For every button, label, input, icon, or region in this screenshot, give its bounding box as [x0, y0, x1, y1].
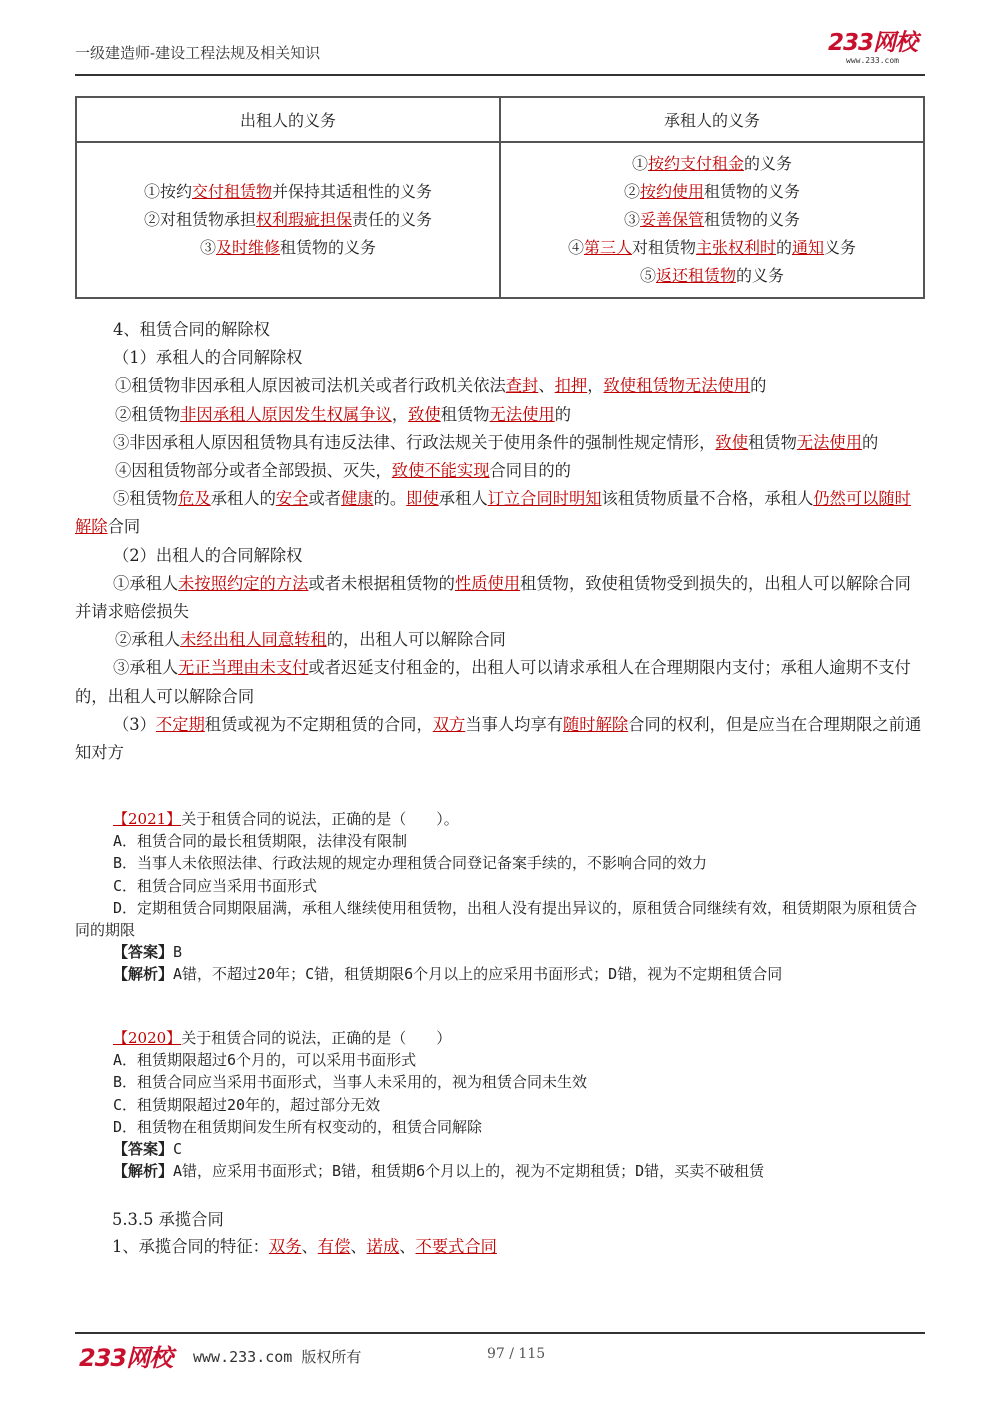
- lessee-duty-5: ⑤返还租赁物的义务: [639, 266, 785, 285]
- option-d: D．定期租赁合同期限届满，承租人继续使用租赁物，出租人没有提出异议的，原租赁合同继续有效，租赁期限为原租赁合同的期限: [75, 898, 918, 940]
- table-row: [76, 142, 924, 298]
- section-title: 5.3.5 承揽合同: [112, 1210, 224, 1229]
- option-b: B．当事人未依照法律、行政法规的规定办理租赁合同登记备案手续的，不影响合同的效力: [113, 854, 708, 873]
- option-d: D．租赁物在租赁期间发生所有权变动的，租赁合同解除: [113, 1117, 483, 1136]
- section-heading: 4、租赁合同的解除权: [113, 320, 270, 339]
- question-2020: [75, 1027, 925, 1182]
- year-tag: 【2020】: [113, 1029, 182, 1047]
- footer-logo: 233网校: [79, 1344, 173, 1372]
- table-header-row: [76, 97, 924, 142]
- option-b: B．租赁合同应当采用书面形式，当事人未采用的，视为租赁合同未生效: [113, 1073, 588, 1092]
- logo-url: www.233.com: [846, 56, 899, 65]
- page-footer: [75, 1332, 925, 1372]
- lessee-duties-cell: [500, 142, 924, 298]
- paragraph: ②租赁物非因承租人原因发生权属争议，致使租赁物无法使用的: [115, 404, 571, 424]
- option-c: C．租赁期限超过20年的，超过部分无效: [113, 1095, 381, 1114]
- lessor-duty-2: ②对租赁物承担权利瑕疵担保责任的义务: [143, 210, 433, 229]
- page-header: [75, 30, 925, 76]
- lessor-duties-cell: [76, 142, 500, 298]
- page-number: 97 / 115: [487, 1346, 546, 1362]
- header-title: 一级建造师-建设工程法规及相关知识: [75, 44, 321, 62]
- paragraph: ④因租赁物部分或者全部毁损、灭失，致使不能实现合同目的的: [115, 461, 571, 481]
- option-a: A．租赁合同的最长租赁期限，法律没有限制: [113, 832, 408, 851]
- lessor-duty-3: ③及时维修租赁物的义务: [199, 238, 377, 257]
- paragraph: ③承租人无正当理由未支付或者迟延支付租金的，出租人可以请求承租人在合理期限内支付；承租人逾期不支付的，出租人可以解除合同: [75, 658, 911, 706]
- paragraph: ③非因承租人原因租赁物具有违反法律、行政法规关于使用条件的强制性规定情形，致使租赁物无法使用的: [113, 432, 879, 452]
- answer: 【答案】C: [113, 1140, 183, 1159]
- brand-logo: [828, 30, 917, 65]
- analysis: 【解析】A错，应采用书面形式；B错，租赁期6个月以上的，视为不定期租赁；D错，买卖不破租赁: [113, 1162, 765, 1181]
- question-2021: [75, 808, 925, 986]
- lessee-duty-3: ③妥善保管租赁物的义务: [623, 210, 801, 229]
- lessee-duty-4: ④第三人对租赁物主张权利时的通知义务: [567, 238, 857, 257]
- footer-copyright: www.233.com 版权所有: [193, 1348, 362, 1366]
- paragraph: （3）不定期租赁或视为不定期租赁的合同，双方当事人均享有随时解除合同的权利，但是应当在合理期限之前通知对方: [75, 714, 922, 763]
- lessee-duty-1: ①按约支付租金的义务: [631, 154, 793, 173]
- subsection-heading: （2）出租人的合同解除权: [113, 545, 303, 565]
- subsection-heading: （1）承租人的合同解除权: [113, 348, 303, 368]
- duty-table: [75, 96, 925, 299]
- lessor-duty-1: ①按约交付租赁物并保持其适租性的义务: [143, 182, 433, 201]
- col1-header: 出租人的义务: [76, 97, 500, 142]
- question-stem: 【2021】关于租赁合同的说法，正确的是（ ）。: [113, 810, 459, 828]
- paragraph: ⑤租赁物危及承租人的安全或者健康的。即使承租人订立合同时明知该租赁物质量不合格，承租人仍然可以随时解除合同: [75, 489, 911, 537]
- paragraph: ①承租人未按照约定的方法或者未根据租赁物的性质使用租赁物，致使租赁物受到损失的，出租人可以解除合同并请求赔偿损失: [75, 573, 911, 622]
- option-c: C．租赁合同应当采用书面形式: [113, 876, 318, 895]
- paragraph: ①租赁物非因承租人原因被司法机关或者行政机关依法查封、扣押，致使租赁物无法使用的: [115, 376, 767, 396]
- col2-header: 承租人的义务: [500, 97, 924, 142]
- analysis: 【解析】A错，不超过20年；C错，租赁期限6个月以上的应采用书面形式；D错，视为不定期租赁合同: [113, 965, 783, 984]
- option-a: A．租赁期限超过6个月的，可以采用书面形式: [113, 1051, 417, 1070]
- termination-rights-section: [75, 316, 925, 767]
- logo-text: 233网校: [827, 30, 917, 56]
- lessee-duty-2: ②按约使用租赁物的义务: [623, 182, 801, 201]
- year-tag: 【2021】: [113, 810, 182, 828]
- answer: 【答案】B: [113, 943, 183, 962]
- paragraph: 1、承揽合同的特征：双务、有偿、诺成、不要式合同: [112, 1237, 497, 1256]
- question-stem: 【2020】关于租赁合同的说法，正确的是（ ）: [113, 1029, 452, 1047]
- paragraph: ②承租人未经出租人同意转租的，出租人可以解除合同: [115, 630, 506, 650]
- contracting-section: [112, 1206, 912, 1260]
